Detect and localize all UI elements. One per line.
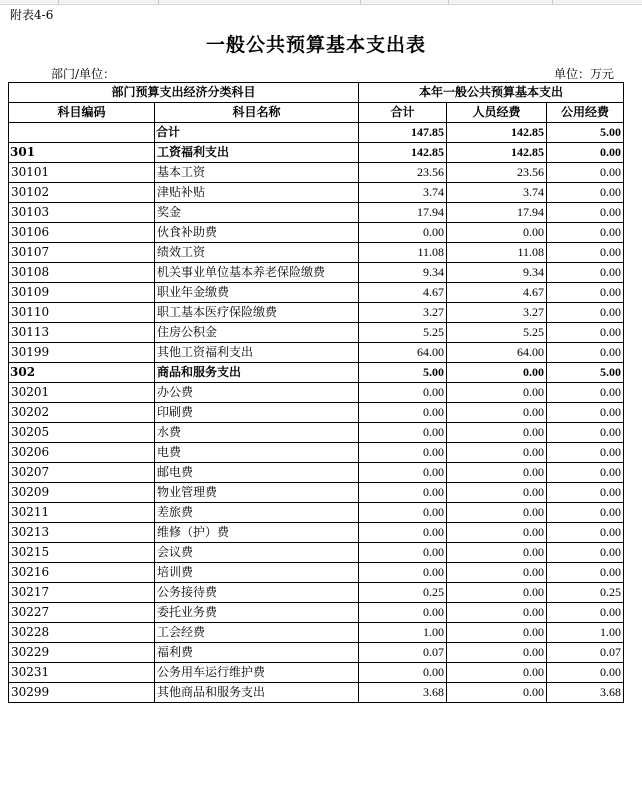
column-header-public: 公用经费 <box>547 103 624 123</box>
total-cell: 0.00 <box>359 503 447 523</box>
column-header-name: 科目名称 <box>155 103 359 123</box>
personnel-cell: 0.00 <box>447 543 547 563</box>
name-cell: 其他商品和服务支出 <box>155 683 359 703</box>
column-header-code: 科目编码 <box>9 103 155 123</box>
group-header-basic-expenditure: 本年一般公共预算基本支出 <box>359 83 624 103</box>
public-cell: 0.00 <box>547 283 624 303</box>
row-header-tick <box>0 414 5 426</box>
row-header-strip <box>0 0 5 723</box>
public-cell: 1.00 <box>547 623 624 643</box>
public-cell: 0.00 <box>547 203 624 223</box>
code-cell: 30102 <box>9 183 155 203</box>
row-header-tick <box>0 674 5 686</box>
row-header-tick <box>0 714 5 726</box>
total-cell: 4.67 <box>359 283 447 303</box>
total-cell: 3.74 <box>359 183 447 203</box>
personnel-cell: 23.56 <box>447 163 547 183</box>
name-cell: 基本工资 <box>155 163 359 183</box>
row-header-tick <box>0 294 5 306</box>
row-header-tick <box>0 454 5 466</box>
total-cell: 0.00 <box>359 223 447 243</box>
table-row <box>9 583 624 603</box>
total-cell: 3.27 <box>359 303 447 323</box>
code-cell: 30108 <box>9 263 155 283</box>
name-cell: 公务接待费 <box>155 583 359 603</box>
table-row <box>9 443 624 463</box>
table-row <box>9 643 624 663</box>
personnel-cell: 0.00 <box>447 603 547 623</box>
name-cell: 委托业务费 <box>155 603 359 623</box>
name-cell: 培训费 <box>155 563 359 583</box>
personnel-cell: 3.27 <box>447 303 547 323</box>
total-code-cell <box>9 123 155 143</box>
code-cell: 30228 <box>9 623 155 643</box>
total-cell: 64.00 <box>359 343 447 363</box>
table-row <box>9 263 624 283</box>
code-cell: 30205 <box>9 423 155 443</box>
personnel-cell: 17.94 <box>447 203 547 223</box>
public-cell: 0.00 <box>547 463 624 483</box>
public-cell: 0.00 <box>547 663 624 683</box>
total-cell: 1.00 <box>359 623 447 643</box>
public-cell: 0.00 <box>547 503 624 523</box>
public-cell: 0.00 <box>547 183 624 203</box>
code-cell: 30110 <box>9 303 155 323</box>
row-header-tick <box>0 394 5 406</box>
personnel-cell: 0.00 <box>447 403 547 423</box>
total-cell: 0.00 <box>359 423 447 443</box>
table-row <box>9 403 624 423</box>
row-header-tick <box>0 614 5 626</box>
table-row <box>9 203 624 223</box>
code-cell: 30202 <box>9 403 155 423</box>
total-cell: 0.00 <box>359 443 447 463</box>
table-row <box>9 603 624 623</box>
personnel-cell: 64.00 <box>447 343 547 363</box>
table-category-row <box>9 363 624 383</box>
total-cell: 0.00 <box>359 563 447 583</box>
code-cell: 30109 <box>9 283 155 303</box>
row-header-tick <box>0 314 5 326</box>
name-cell: 绩效工资 <box>155 243 359 263</box>
code-cell: 302 <box>9 363 155 383</box>
name-cell: 津贴补贴 <box>155 183 359 203</box>
name-cell: 工资福利支出 <box>155 143 359 163</box>
table-row <box>9 543 624 563</box>
total-cell: 0.25 <box>359 583 447 603</box>
personnel-cell: 0.00 <box>447 583 547 603</box>
public-cell: 0.00 <box>547 223 624 243</box>
row-header-tick <box>0 794 5 806</box>
code-cell: 30113 <box>9 323 155 343</box>
row-header-tick <box>0 654 5 666</box>
name-cell: 工会经费 <box>155 623 359 643</box>
total-cell: 5.00 <box>359 363 447 383</box>
public-cell: 0.00 <box>547 383 624 403</box>
public-cell: 0.00 <box>547 603 624 623</box>
public-cell: 5.00 <box>547 363 624 383</box>
row-header-tick <box>0 514 5 526</box>
personnel-cell: 9.34 <box>447 263 547 283</box>
row-header-tick <box>0 254 5 266</box>
public-cell: 0.00 <box>547 563 624 583</box>
name-cell: 电费 <box>155 443 359 463</box>
code-cell: 30206 <box>9 443 155 463</box>
code-cell: 30217 <box>9 583 155 603</box>
code-cell: 30209 <box>9 483 155 503</box>
personnel-cell: 0.00 <box>447 663 547 683</box>
code-cell: 301 <box>9 143 155 163</box>
name-cell: 维修（护）费 <box>155 523 359 543</box>
public-cell: 0.00 <box>547 323 624 343</box>
personnel-cell: 0.00 <box>447 523 547 543</box>
row-header-tick <box>0 594 5 606</box>
public-cell: 0.00 <box>547 423 624 443</box>
total-cell: 17.94 <box>359 203 447 223</box>
table-row <box>9 283 624 303</box>
table-row <box>9 563 624 583</box>
row-header-tick <box>0 574 5 586</box>
name-cell: 职业年金缴费 <box>155 283 359 303</box>
table-group-header-row <box>9 83 624 103</box>
table-row <box>9 303 624 323</box>
public-cell: 0.00 <box>547 243 624 263</box>
row-header-tick <box>0 634 5 646</box>
total-cell: 11.08 <box>359 243 447 263</box>
public-cell: 0.00 <box>547 523 624 543</box>
personnel-cell: 0.00 <box>447 683 547 703</box>
table-category-row <box>9 143 624 163</box>
table-row <box>9 423 624 443</box>
row-header-tick <box>0 374 5 386</box>
code-cell: 30231 <box>9 663 155 683</box>
table-row <box>9 343 624 363</box>
personnel-cell: 0.00 <box>447 383 547 403</box>
total-cell: 0.00 <box>359 383 447 403</box>
table-row <box>9 243 624 263</box>
personnel-cell: 3.74 <box>447 183 547 203</box>
personnel-cell: 0.00 <box>447 443 547 463</box>
total-cell: 9.34 <box>359 263 447 283</box>
table-row <box>9 163 624 183</box>
code-cell: 30211 <box>9 503 155 523</box>
personnel-cell: 0.00 <box>447 503 547 523</box>
public-cell: 0.00 <box>547 443 624 463</box>
table-row <box>9 683 624 703</box>
name-cell: 水费 <box>155 423 359 443</box>
code-cell: 30103 <box>9 203 155 223</box>
name-cell: 职工基本医疗保险缴费 <box>155 303 359 323</box>
table-row <box>9 463 624 483</box>
personnel-cell: 0.00 <box>447 463 547 483</box>
row-header-tick <box>0 734 5 746</box>
total-cell: 0.00 <box>359 483 447 503</box>
row-header-tick <box>0 534 5 546</box>
page-title: 一般公共预算基本支出表 <box>205 34 426 56</box>
table-row <box>9 483 624 503</box>
table-row <box>9 523 624 543</box>
table-row <box>9 223 624 243</box>
code-cell: 30216 <box>9 563 155 583</box>
public-cell: 0.25 <box>547 583 624 603</box>
total-cell: 0.00 <box>359 523 447 543</box>
table-row <box>9 663 624 683</box>
public-cell: 3.68 <box>547 683 624 703</box>
personnel-cell: 0.00 <box>447 483 547 503</box>
code-cell: 30207 <box>9 463 155 483</box>
total-cell: 0.00 <box>359 603 447 623</box>
document-page <box>8 0 642 723</box>
personnel-cell: 0.00 <box>447 363 547 383</box>
personnel-cell: 0.00 <box>447 643 547 663</box>
name-cell: 印刷费 <box>155 403 359 423</box>
row-header-tick <box>0 494 5 506</box>
personnel-cell: 0.00 <box>447 223 547 243</box>
code-cell: 30229 <box>9 643 155 663</box>
personnel-cell: 4.67 <box>447 283 547 303</box>
total-cell: 0.00 <box>359 543 447 563</box>
name-cell: 福利费 <box>155 643 359 663</box>
code-cell: 30199 <box>9 343 155 363</box>
public-cell: 0.00 <box>547 483 624 503</box>
total-cell: 5.25 <box>359 323 447 343</box>
total-cell: 0.00 <box>359 403 447 423</box>
row-header-tick <box>0 774 5 786</box>
public-cell: 0.00 <box>547 263 624 283</box>
name-cell: 邮电费 <box>155 463 359 483</box>
column-header-personnel: 人员经费 <box>447 103 547 123</box>
code-cell: 30299 <box>9 683 155 703</box>
public-cell: 0.00 <box>547 403 624 423</box>
column-header-total: 合计 <box>359 103 447 123</box>
total-cell: 0.00 <box>359 663 447 683</box>
personnel-cell: 142.85 <box>447 143 547 163</box>
code-cell: 30101 <box>9 163 155 183</box>
personnel-cell: 11.08 <box>447 243 547 263</box>
row-header-tick <box>0 274 5 286</box>
name-cell: 伙食补助费 <box>155 223 359 243</box>
total-amount-cell: 147.85 <box>359 123 447 143</box>
total-name-cell: 合计 <box>155 123 359 143</box>
code-cell: 30227 <box>9 603 155 623</box>
code-cell: 30106 <box>9 223 155 243</box>
name-cell: 住房公积金 <box>155 323 359 343</box>
name-cell: 商品和服务支出 <box>155 363 359 383</box>
table-row <box>9 503 624 523</box>
total-public-cell: 5.00 <box>547 123 624 143</box>
row-header-tick <box>0 474 5 486</box>
name-cell: 机关事业单位基本养老保险缴费 <box>155 263 359 283</box>
public-cell: 0.00 <box>547 543 624 563</box>
personnel-cell: 0.00 <box>447 423 547 443</box>
row-header-tick <box>0 354 5 366</box>
code-cell: 30215 <box>9 543 155 563</box>
name-cell: 差旅费 <box>155 503 359 523</box>
total-cell: 142.85 <box>359 143 447 163</box>
table-row <box>9 623 624 643</box>
table-row <box>9 323 624 343</box>
table-row <box>9 183 624 203</box>
public-cell: 0.00 <box>547 163 624 183</box>
budget-table <box>8 82 624 703</box>
public-cell: 0.00 <box>547 143 624 163</box>
personnel-cell: 0.00 <box>447 623 547 643</box>
name-cell: 公务用车运行维护费 <box>155 663 359 683</box>
row-header-tick <box>0 554 5 566</box>
table-row <box>9 383 624 403</box>
row-header-tick <box>0 334 5 346</box>
row-header-tick <box>0 234 5 246</box>
name-cell: 会议费 <box>155 543 359 563</box>
total-personnel-cell: 142.85 <box>447 123 547 143</box>
row-header-tick <box>0 434 5 446</box>
name-cell: 其他工资福利支出 <box>155 343 359 363</box>
department-label: 部门/单位： <box>51 67 116 81</box>
code-cell: 30201 <box>9 383 155 403</box>
row-header-tick <box>0 694 5 706</box>
unit-label: 单位：万元 <box>553 67 614 81</box>
table-total-row <box>9 123 624 143</box>
public-cell: 0.00 <box>547 303 624 323</box>
personnel-cell: 5.25 <box>447 323 547 343</box>
personnel-cell: 0.00 <box>447 563 547 583</box>
public-cell: 0.07 <box>547 643 624 663</box>
total-cell: 23.56 <box>359 163 447 183</box>
public-cell: 0.00 <box>547 343 624 363</box>
total-cell: 0.07 <box>359 643 447 663</box>
row-header-tick <box>0 214 5 226</box>
table-column-header-row <box>9 103 624 123</box>
group-header-economic-classification: 部门预算支出经济分类科目 <box>9 83 359 103</box>
total-cell: 3.68 <box>359 683 447 703</box>
code-cell: 30107 <box>9 243 155 263</box>
row-header-tick <box>0 754 5 766</box>
annex-label: 附表4-6 <box>10 8 54 22</box>
code-cell: 30213 <box>9 523 155 543</box>
total-cell: 0.00 <box>359 463 447 483</box>
name-cell: 物业管理费 <box>155 483 359 503</box>
name-cell: 办公费 <box>155 383 359 403</box>
name-cell: 奖金 <box>155 203 359 223</box>
